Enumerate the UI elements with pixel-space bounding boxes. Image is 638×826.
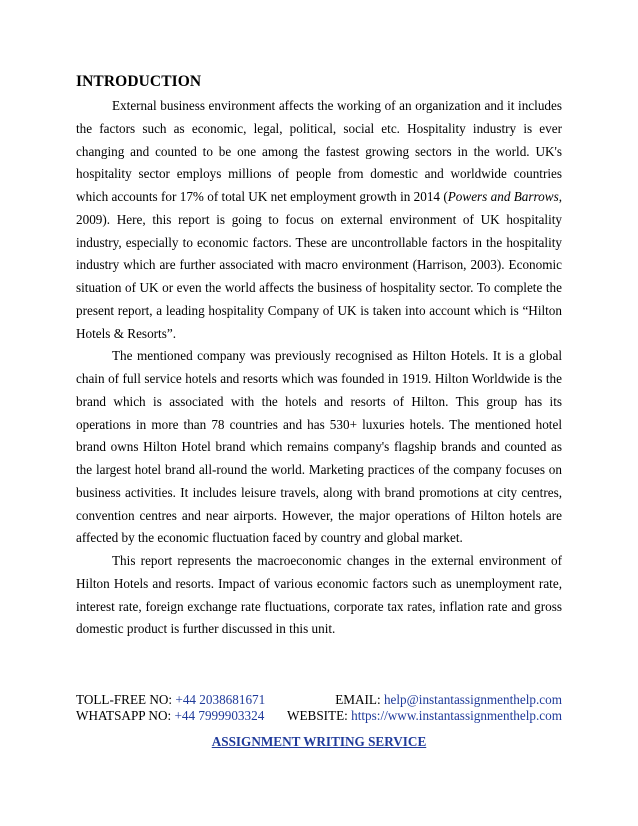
whatsapp-number[interactable]: +44 7999903324 [174,707,265,723]
assignment-service-link[interactable]: ASSIGNMENT WRITING SERVICE [211,734,427,749]
email-label: EMAIL: [335,692,384,707]
website-info [287,708,562,724]
tollfree-info [76,692,304,708]
whatsapp-label: WHATSAPP NO: [76,707,175,723]
paragraph-1 [76,95,562,345]
website-label: WEBSITE: [287,707,352,723]
whatsapp-info [76,708,287,724]
paragraph-1-text-end: , 2009). Here, this report is going to focus on external environment of UK hospitality industry, especially to economic factors. These are uncontrollable factors in the hospitality industry which are further associated with macro environment (Harrison, 2003). Economic situation of UK or even the world affects the business of hospitality sector. To complete the present report, a leading hospitality Company of UK is taken into account which is “Hilton Hotels & Resorts”. [76,189,562,341]
paragraph-3: This report represents the macroeconomic changes in the external environment of Hilton Hotels and resorts. Impact of various economic factors such as unemployment rate, interest rate, foreign exchange rate fluctuations, corporate tax rates, inflation rate and gross domestic product is further discussed in this unit. [76,553,562,637]
footer-contacts [76,692,562,723]
email-link[interactable]: help@instantassignmenthelp.com [383,692,562,707]
email-info [304,692,562,708]
footer-row-2 [76,708,562,724]
paragraph-2: The mentioned company was previously recognised as Hilton Hotels. It is a global chain of full service hotels and resorts which was founded in 1919. Hilton Worldwide is the brand which is associated with the hotels and resorts of Hilton. This group has its operations in more than 78 countries and has 530+ luxuries hotels. The mentioned hotel brand owns Hilton Hotel brand which remains company's flagship brands and counted as the largest hotel brand all-round the world. Marketing practices of the company focuses on business activities. It includes leisure travels, along with brand promotions at city centres, convention centres and near airports. However, the major operations of Hilton hotels are affected by the economic fluctuation faced by country and global market. [76,348,562,546]
website-link[interactable]: https://www.instantassignmenthelp.com [351,707,562,723]
tollfree-number[interactable]: +44 2038681671 [175,692,266,707]
tollfree-label: TOLL-FREE NO: [76,692,176,707]
section-heading: INTRODUCTION [76,73,202,90]
footer-row-1 [76,692,562,708]
body-text [76,95,562,641]
citation-authors: Powers and Barrows [447,189,559,204]
paragraph-1-text-start: External business environment affects the working of an organization and it includes the factors such as economic, legal, political, social etc. Hospitality industry is ever changing and counted to be one among the fastest growing sectors in the world. UK's hospitality sector employs millions of people from domestic and worldwide countries which accounts for 17% of total UK net employment growth in 2014 ( [76,98,562,204]
